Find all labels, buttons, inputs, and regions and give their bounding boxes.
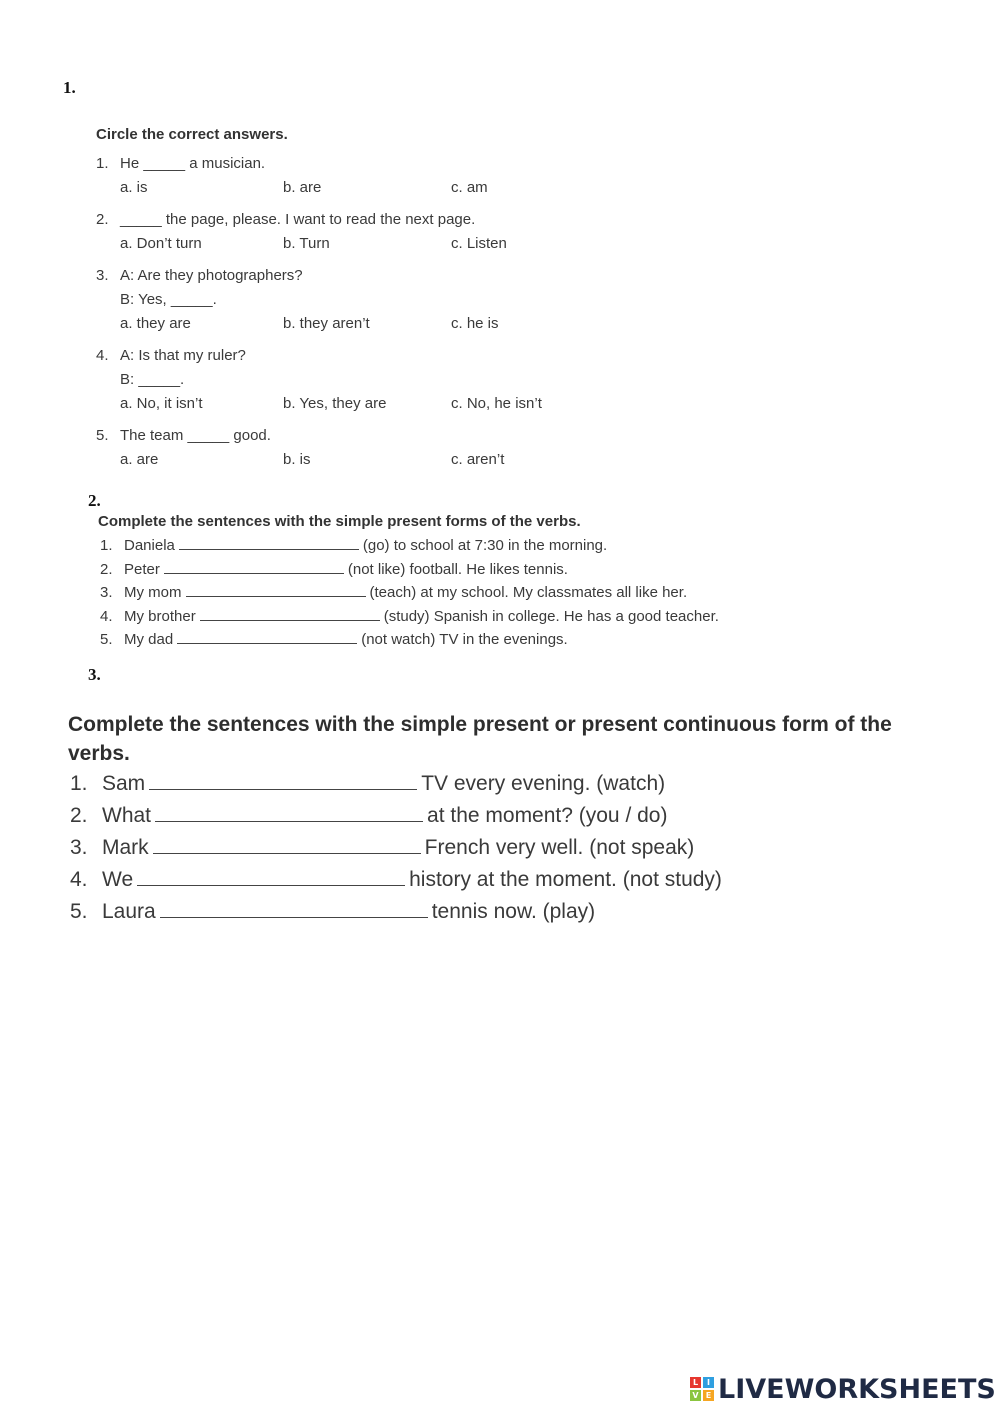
list-item <box>68 832 928 864</box>
item-after: tennis now. (play) <box>431 900 596 923</box>
question-text: _____ the page, please. I want to read the next page. <box>120 211 476 228</box>
logo-mark-cell: V <box>690 1390 701 1401</box>
item-before: My dad <box>124 631 174 648</box>
answer-blank[interactable] <box>160 897 428 918</box>
item-number: 1. <box>70 772 88 795</box>
item-before: My mom <box>124 584 182 601</box>
option-b[interactable]: b. Turn <box>283 235 330 252</box>
item-number: 5. <box>70 900 88 923</box>
option-a[interactable]: a. Don’t turn <box>120 235 202 252</box>
liveworksheets-logo[interactable] <box>690 1372 996 1406</box>
item-after: history at the moment. (not study) <box>409 868 722 891</box>
logo-text: LIVEWORKSHEETS <box>718 1373 996 1405</box>
answer-blank[interactable] <box>149 769 417 790</box>
item-number: 1. <box>100 537 113 554</box>
item-after: (study) Spanish in college. He has a good teacher. <box>383 607 719 625</box>
item-before: What <box>102 804 152 827</box>
item-before: My brother <box>124 607 196 625</box>
answer-blank[interactable] <box>179 535 359 550</box>
option-a[interactable]: a. No, it isn’t <box>120 395 203 412</box>
question-3 <box>96 264 696 336</box>
item-number: 3. <box>100 584 113 601</box>
section-1-title: Circle the correct answers. <box>96 126 288 143</box>
question-1 <box>96 152 696 200</box>
option-a[interactable]: a. is <box>120 179 148 196</box>
option-c[interactable]: c. am <box>451 179 488 196</box>
item-before: We <box>102 868 134 891</box>
item-after: (teach) at my school. My classmates all like her. <box>369 584 688 601</box>
option-c[interactable]: c. Listen <box>451 235 507 252</box>
item-number: 2. <box>100 560 113 578</box>
question-4 <box>96 344 696 416</box>
list-item <box>68 896 928 928</box>
item-after: (not watch) TV in the evenings. <box>361 631 568 648</box>
question-number: 4. <box>96 347 109 364</box>
item-before: Mark <box>102 836 149 859</box>
item-before: Laura <box>102 900 156 923</box>
list-item <box>68 864 928 896</box>
logo-mark-cell: E <box>703 1390 714 1401</box>
answer-blank[interactable] <box>177 629 357 644</box>
list-item <box>98 628 818 652</box>
question-number: 2. <box>96 211 109 228</box>
question-subline: B: _____. <box>120 371 185 388</box>
list-item <box>68 800 928 832</box>
item-number: 2. <box>70 804 88 827</box>
answer-blank[interactable] <box>153 833 421 854</box>
section-2-number: 2. <box>88 491 101 510</box>
section-1-number: 1. <box>63 78 76 97</box>
liveworksheets-logo-icon <box>690 1377 714 1401</box>
list-item <box>68 768 928 800</box>
item-number: 4. <box>70 868 88 891</box>
option-c[interactable]: c. No, he isn’t <box>451 395 542 412</box>
section-2-title: Complete the sentences with the simple present forms of the verbs. <box>98 513 581 530</box>
list-item <box>98 558 818 582</box>
section-3-number: 3. <box>88 665 101 684</box>
item-before: Daniela <box>124 537 175 554</box>
option-b[interactable]: b. Yes, they are <box>283 395 387 412</box>
section-2 <box>98 510 818 652</box>
section-3 <box>68 710 928 928</box>
question-2 <box>96 208 696 256</box>
section-1 <box>96 124 696 480</box>
item-after: French very well. (not speak) <box>424 836 695 859</box>
question-number: 3. <box>96 267 109 284</box>
section-3-title: Complete the sentences with the simple present or present continuous form of the verbs. <box>68 713 892 765</box>
item-after: (not like) football. He likes tennis. <box>347 560 568 578</box>
option-b[interactable]: b. are <box>283 179 322 196</box>
item-after: at the moment? (you / do) <box>427 804 668 827</box>
answer-blank[interactable] <box>186 582 366 597</box>
answer-blank[interactable] <box>200 606 380 621</box>
question-5 <box>96 424 696 472</box>
list-item <box>98 605 818 629</box>
option-b[interactable]: b. is <box>283 451 311 468</box>
item-after: (go) to school at 7:30 in the morning. <box>362 537 608 554</box>
option-a[interactable]: a. are <box>120 451 159 468</box>
question-text: The team _____ good. <box>120 427 271 444</box>
option-c[interactable]: c. he is <box>451 315 499 332</box>
logo-mark-cell: L <box>690 1377 701 1388</box>
option-b[interactable]: b. they aren’t <box>283 315 370 332</box>
question-text: A: Is that my ruler? <box>120 347 246 364</box>
answer-blank[interactable] <box>155 801 423 822</box>
item-before: Peter <box>124 560 160 578</box>
option-a[interactable]: a. they are <box>120 315 191 332</box>
question-number: 1. <box>96 155 109 172</box>
logo-mark-cell: I <box>703 1377 714 1388</box>
answer-blank[interactable] <box>137 865 405 886</box>
question-text: He _____ a musician. <box>120 155 266 172</box>
question-subline: B: Yes, _____. <box>120 291 217 308</box>
item-before: Sam <box>102 772 146 795</box>
item-number: 5. <box>100 631 113 648</box>
item-number: 3. <box>70 836 88 859</box>
list-item <box>98 534 818 558</box>
answer-blank[interactable] <box>164 559 344 574</box>
list-item <box>98 581 818 605</box>
question-text: A: Are they photographers? <box>120 267 303 284</box>
option-c[interactable]: c. aren’t <box>451 451 505 468</box>
item-number: 4. <box>100 607 113 625</box>
question-number: 5. <box>96 427 109 444</box>
item-after: TV every evening. (watch) <box>421 772 666 795</box>
